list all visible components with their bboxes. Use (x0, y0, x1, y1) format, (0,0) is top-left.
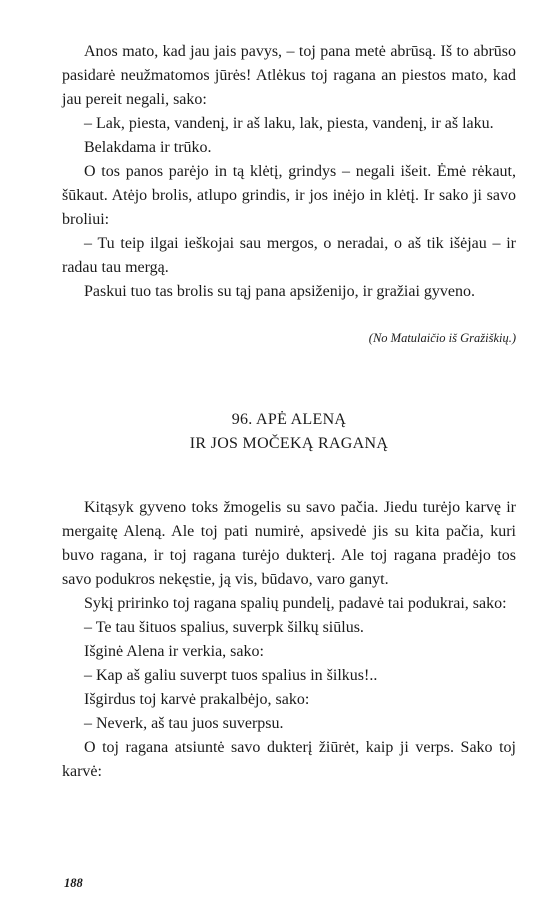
paragraph: – Lak, piesta, vandenį, ir aš laku, lak, piesta, vandenį, ir aš laku. (84, 115, 494, 132)
story-source-attribution: (No Matulaičio iš Gražiškių.) (368, 331, 516, 345)
paragraph: – Kap aš galiu suverpt tuos spalius in šilkus!.. (84, 667, 378, 684)
chapter-title-line-1: 96. APĖ ALENĄ (231, 411, 347, 428)
paragraph: Anos mato, kad jau jais pavys, – toj pana metė abrūsą. Iš to abrūso pasidarė neužmatomos jūrės! Atlėkus toj ragana an piestos mato, kad jau pereit negali, sako: (62, 43, 516, 108)
paragraph: Kitąsyk gyveno toks žmogelis su savo pačia. Jiedu turėjo karvę ir mergaitę Aleną. Ale toj pati numirė, apsivedė jis su kita pačia, kuri buvo ragana, ir toj ragana turėjo dukterį. Ale toj ragana pradėjo tos savo podukros nekęstie, ją vis, būdavo, varo ganyt. (62, 499, 516, 588)
paragraph: Belakdama ir trūko. (84, 139, 212, 156)
paragraph: Išgirdus toj karvė prakalbėjo, sako: (84, 691, 310, 708)
story-beginning (62, 496, 516, 784)
chapter-title (62, 408, 516, 456)
story-ending (62, 40, 516, 348)
book-page (62, 40, 516, 784)
paragraph: Sykį pririnko toj ragana spalių pundelį, padavė tai podukrai, sako: (84, 595, 507, 612)
paragraph: – Te tau šituos spalius, suverpk šilkų siūlus. (84, 619, 364, 636)
paragraph: O toj ragana atsiuntė savo dukterį žiūrėt, kaip ji verps. Sako toj karvė: (62, 739, 516, 780)
paragraph: Išginė Alena ir verkia, sako: (84, 643, 264, 660)
paragraph: – Tu teip ilgai ieškojai sau mergos, o neradai, o aš tik išėjau – ir radau tau mergą. (62, 235, 516, 276)
paragraph: – Neverk, aš tau juos suverpsu. (84, 715, 284, 732)
page-number: 188 (64, 876, 83, 890)
paragraph: Paskui tuo tas brolis su tąj pana apsiženijo, ir gražiai gyveno. (84, 283, 476, 300)
chapter-title-line-2: IR JOS MOČEKĄ RAGANĄ (189, 435, 389, 452)
paragraph: O tos panos parėjo in tą klėtį, grindys – negali išeit. Ėmė rėkaut, šūkaut. Atėjo brolis, atlupo grindis, ir jos inėjo in klėtį. Ir sako ji savo broliui: (62, 163, 516, 228)
